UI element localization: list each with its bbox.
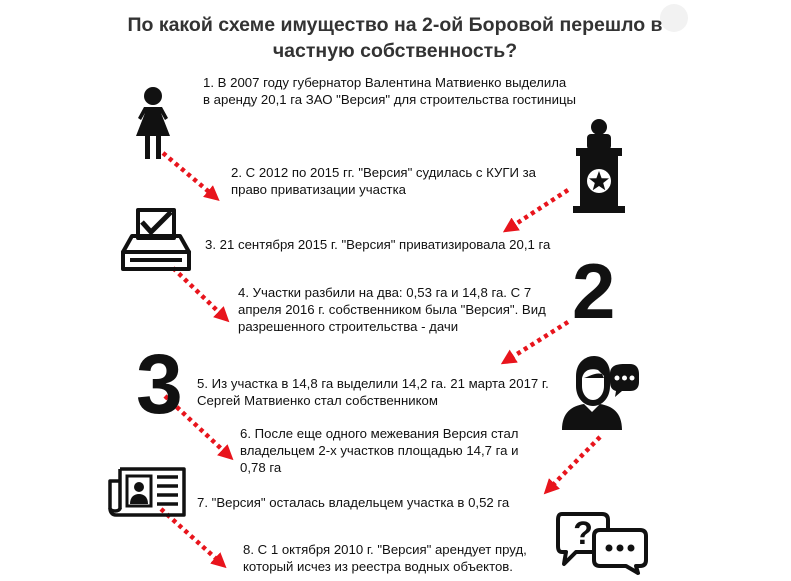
step-8-line-1: 8. С 1 октября 2010 г. "Версия" арендует пруд, — [243, 542, 527, 557]
podium-icon — [570, 118, 628, 214]
step-2-line-2: право приватизации участка — [231, 182, 406, 197]
step-2-line-1: 2. С 2012 по 2015 гг. "Версия" судилась с КУГИ за — [231, 165, 537, 180]
step-4 — [238, 284, 546, 335]
step-6-line-1: 6. После еще одного межевания Версия стал — [240, 426, 519, 441]
step-4-line-1: 4. Участки разбили на два: 0,53 га и 14,8 га. С 7 — [238, 285, 532, 300]
number-three-icon: 3 — [136, 337, 183, 431]
step-5 — [197, 375, 549, 409]
man-speech-icon — [560, 354, 640, 432]
step-7-line-1: 7. "Версия" осталась владельцем участка в 0,52 га — [197, 495, 510, 510]
step-6-line-2: владельцем 2-х участков площадью 14,7 га и — [240, 443, 519, 458]
title-line-1: По какой схеме имущество на 2-ой Боровой перешло в — [127, 14, 663, 36]
arrow-3-to-4 — [173, 268, 225, 318]
step-1-line-2: в аренду 20,1 га ЗАО "Версия" для строительства гостиницы — [203, 92, 576, 107]
step-6-line-3: 0,78 га — [240, 460, 282, 475]
woman-icon — [128, 86, 178, 160]
ballot-box-icon — [120, 206, 192, 272]
step-6 — [240, 425, 519, 476]
number-two-icon: 2 — [572, 247, 616, 335]
title-line-2: частную собственность? — [272, 40, 518, 62]
step-8-line-2: который исчез из реестра водных объектов. — [243, 559, 513, 574]
step-1 — [203, 74, 576, 108]
step-5-line-1: 5. Из участка в 14,8 га выделили 14,2 га. 21 марта 2017 г. — [197, 376, 549, 391]
step-7 — [197, 494, 509, 511]
question-bubbles-icon — [556, 508, 648, 574]
step-4-line-2: апреля 2016 г. собственником была "Версия". Вид — [238, 302, 546, 317]
step-5-line-2: Сергей Матвиенко стал собственником — [197, 393, 438, 408]
newspaper-icon — [108, 465, 186, 519]
step-8 — [243, 541, 527, 575]
arrow-man-to-7 — [548, 437, 600, 490]
svg-text:?: ? — [573, 515, 593, 551]
step-2 — [231, 164, 536, 198]
step-4-line-3: разрешенного строительства - дачи — [238, 319, 459, 334]
step-3-line-1: 3. 21 сентября 2015 г. "Версия" приватизировала 20,1 га — [205, 237, 551, 252]
step-3 — [205, 236, 550, 253]
step-1-line-1: 1. В 2007 году губернатор Валентина Матвиенко выделила — [203, 75, 567, 90]
